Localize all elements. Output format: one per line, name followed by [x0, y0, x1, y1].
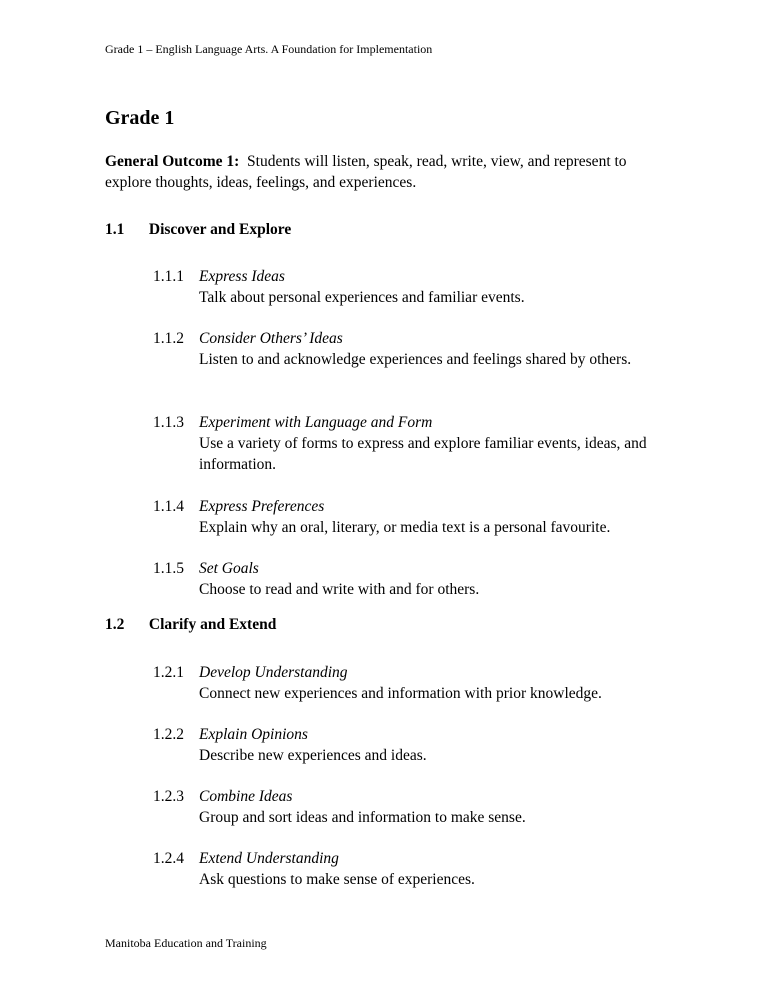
item-title: Develop Understanding [199, 664, 348, 681]
item-number: 1.2.2 [153, 726, 184, 743]
section-number: 1.2 [105, 616, 125, 633]
section-title: Discover and Explore [148, 221, 292, 238]
item-number: 1.1.1 [153, 268, 184, 285]
item-title: Extend Understanding [199, 850, 339, 867]
general-outcome-lead: General Outcome 1: [105, 153, 240, 170]
item-description: Group and sort ideas and information to make sense. [199, 809, 526, 826]
general-outcome [105, 151, 665, 193]
outcome-item-1-1-3 [153, 412, 693, 475]
item-description: Listen to and acknowledge experiences and feelings shared by others. [199, 351, 632, 368]
item-title: Consider Others’ Ideas [199, 330, 343, 347]
item-title: Experiment with Language and Form [199, 414, 433, 431]
outcome-item-1-1-4 [153, 496, 693, 538]
section-heading-1-1 [105, 221, 291, 239]
item-number: 1.2.4 [153, 850, 184, 867]
outcome-item-1-1-1 [153, 266, 693, 308]
page-header: Grade 1 – English Language Arts. A Foundation for Implementation [105, 42, 433, 56]
item-description: Describe new experiences and ideas. [199, 747, 427, 764]
item-description: Choose to read and write with and for others. [199, 581, 480, 598]
section-number: 1.1 [105, 221, 125, 238]
item-number: 1.1.2 [153, 330, 184, 347]
page-footer: Manitoba Education and Training [105, 936, 267, 950]
outcome-item-1-2-2 [153, 724, 693, 766]
item-title: Express Ideas [199, 268, 285, 285]
item-description: Ask questions to make sense of experiences. [199, 871, 475, 888]
item-description: Use a variety of forms to express and explore familiar events, ideas, and information. [199, 435, 647, 473]
item-title: Set Goals [199, 560, 259, 577]
item-number: 1.2.3 [153, 788, 184, 805]
outcome-item-1-1-5 [153, 558, 693, 600]
section-heading-1-2 [105, 616, 276, 634]
item-title: Express Preferences [199, 498, 325, 515]
item-number: 1.1.5 [153, 560, 184, 577]
item-description: Talk about personal experiences and familiar events. [199, 289, 525, 306]
section-title: Clarify and Extend [148, 616, 277, 633]
item-description: Explain why an oral, literary, or media text is a personal favourite. [199, 519, 611, 536]
general-outcome-text: Students will listen, speak, read, write, view, and represent to explore thoughts, ideas, feelings, and experiences. [105, 153, 627, 191]
outcome-item-1-1-2 [153, 328, 693, 370]
item-number: 1.2.1 [153, 664, 184, 681]
outcome-item-1-2-3 [153, 786, 693, 828]
page-title: Grade 1 [105, 107, 175, 129]
outcome-item-1-2-1 [153, 662, 693, 704]
item-title: Explain Opinions [199, 726, 308, 743]
outcome-item-1-2-4 [153, 848, 693, 890]
item-number: 1.1.3 [153, 414, 184, 431]
item-number: 1.1.4 [153, 498, 184, 515]
item-title: Combine Ideas [199, 788, 293, 805]
item-description: Connect new experiences and information with prior knowledge. [199, 685, 602, 702]
